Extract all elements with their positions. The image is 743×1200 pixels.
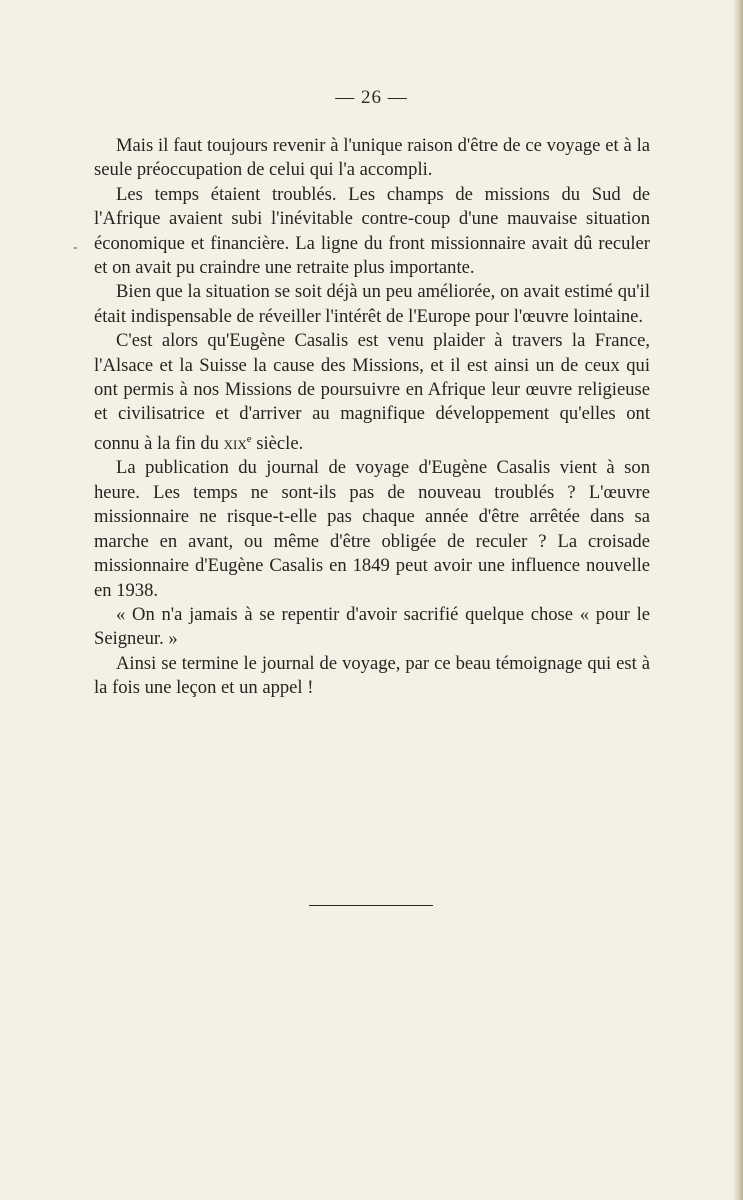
century-numeral: xix [223, 433, 247, 455]
paragraph-4-ending: siècle. [251, 433, 304, 455]
quotation: « On n'a jamais à se repentir d'avoir sacrifié quelque chose « pour le Seigneur. » [94, 603, 650, 650]
paragraph-3: Bien que la situation se soit déjà un peu améliorée, on avait estimé qu'il était indispensable de réveiller l'intérêt de l'Europe pour l'œuvre lointaine. [94, 281, 650, 327]
body-text [94, 134, 650, 701]
century-superscript: e [246, 432, 252, 445]
page-edge-shadow [733, 0, 743, 1200]
paragraph-2: Les temps étaient troublés. Les champs de missions du Sud de l'Afrique avaient subi l'inévitable contre-coup d'une mauvaise situation économique et financière. La ligne du front missionnaire avait dû reculer et on avait pu craindre une retraite plus importante. [94, 183, 650, 279]
end-rule [309, 905, 433, 906]
paragraph-5: La publication du journal de voyage d'Eugène Casalis vient à son heure. Les temps ne sont-ils pas de nouveau troublés ? L'œuvre missionnaire ne risque-t-elle pas chaque année d'être arrêtée dans sa marche en avant, ou même d'être obligée de reculer ? La croisade missionnaire d'Eugène Casalis en 1849 peut avoir une influence nouvelle en 1938. [94, 457, 650, 601]
paragraph-4-text: C'est alors qu'Eugène Casalis est venu plaider à travers la France, l'Alsace et la Suisse la cause des Missions, et il est ainsi un de ceux qui ont permis à nos Missions de poursuivre en Afrique leur œuvre religieuse et civilisatrice et d'arriver au magnifique développement qu'elles ont connu à la fin du [94, 330, 650, 455]
paragraph-closing: Ainsi se termine le journal de voyage, par ce beau témoignage qui est à la fois une leçon et un appel ! [94, 652, 650, 699]
paragraph-4 [94, 329, 650, 456]
margin-mark: - [73, 240, 78, 255]
page-number: — 26 — [335, 87, 408, 108]
paragraph-1: Mais il faut toujours revenir à l'unique raison d'être de ce voyage et à la seule préoccupation de celui qui l'a accompli. [94, 135, 650, 181]
